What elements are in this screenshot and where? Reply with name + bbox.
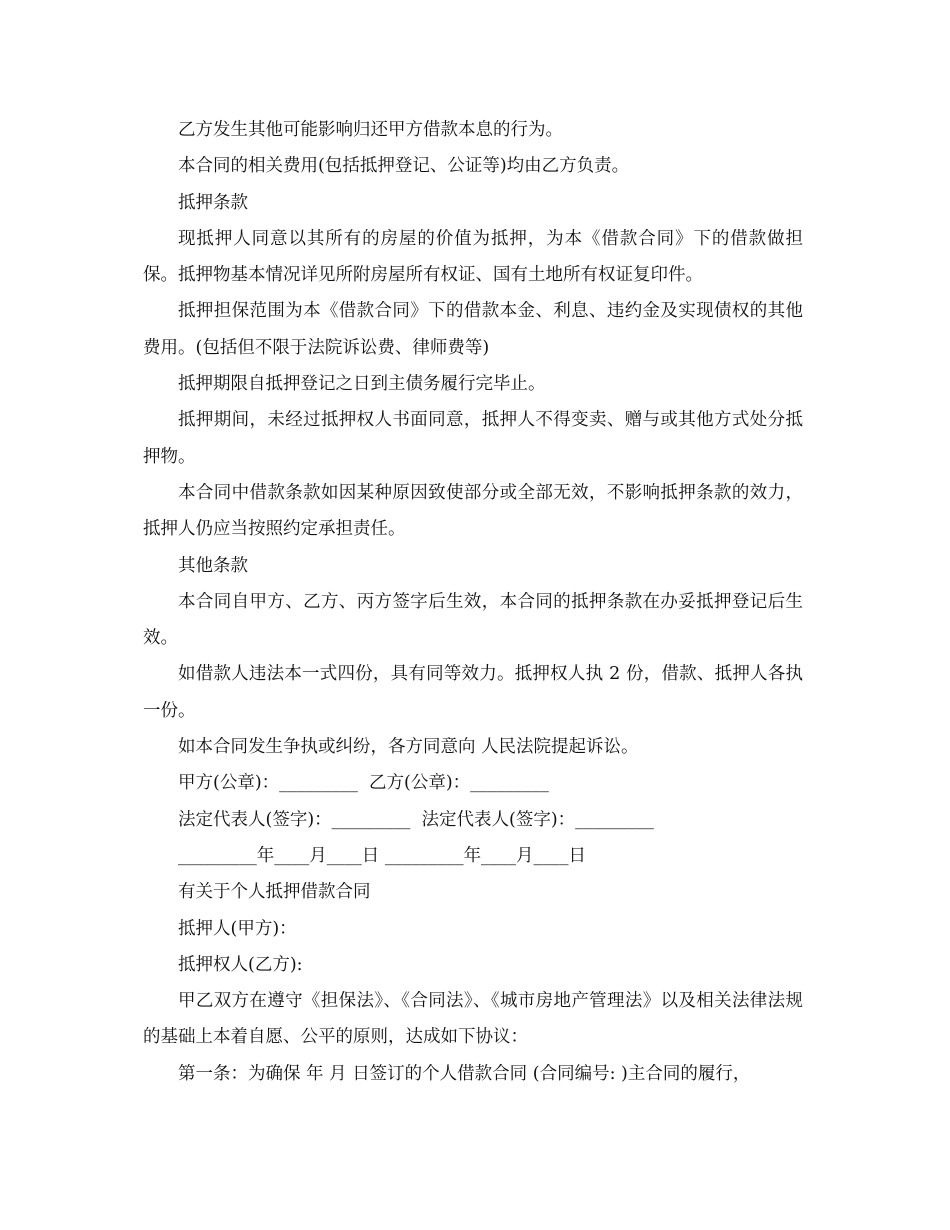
party-mortgagee: 抵押权人(乙方):: [178, 954, 303, 975]
party-mortgagor: 抵押人(甲方)：: [178, 918, 297, 939]
section-heading: 其他条款: [178, 555, 248, 576]
paragraph: 乙方发生其他可能影响归还甲方借款本息的行为。: [178, 120, 563, 140]
paragraph: 抵押担保范围为本《借款合同》下的借款本金、利息、违约金及实现债权的其他费用。(包括但不限于法院诉讼费、律师费等): [143, 301, 803, 358]
paragraph: 本合同中借款条款如因某种原因致使部分或全部无效，不影响抵押条款的效力，抵押人仍应当按照约定承担责任。: [143, 482, 803, 540]
paragraph: 如本合同发生争执或纠纷，各方同意向 人民法院提起诉讼。: [178, 737, 639, 758]
paragraph: 抵押期间，未经过抵押权人书面同意，抵押人不得变卖、赠与或其他方式处分抵押物。: [143, 410, 803, 467]
paragraph: 现抵押人同意以其所有的房屋的价值为抵押，为本《借款合同》下的借款做担保。抵押物基本情况详见所附房屋所有权证、国有土地所有权证复印件。: [143, 228, 803, 286]
document-body: [143, 112, 803, 1092]
paragraph: 本合同的相关费用(包括抵押登记、公证等)均由乙方负责。: [178, 156, 630, 177]
signature-line-seal: 甲方(公章)：_________ 乙方(公章)：_________: [178, 773, 549, 794]
paragraph: 如借款人违法本一式四份，具有同等效力。抵押权人执 2 份，借款、抵押人各执一份。: [143, 664, 803, 721]
contract-title: 有关于个人抵押借款合同: [178, 882, 371, 903]
signature-line-date: _________年____月____日 _________年____月____日: [178, 845, 587, 866]
paragraph: 本合同自甲方、乙方、丙方签字后生效，本合同的抵押条款在办妥抵押登记后生效。: [143, 591, 803, 649]
paragraph: 第一条：为确保 年 月 日签订的个人借款合同 (合同编号: )主合同的履行，: [178, 1063, 751, 1084]
paragraph: 抵押期限自抵押登记之日到主债务履行完毕止。: [178, 374, 546, 395]
signature-line-representative: 法定代表人(签字)：_________ 法定代表人(签字)：_________: [178, 809, 654, 830]
paragraph: 甲乙双方在遵守《担保法》、《合同法》、《城市房地产管理法》以及相关法律法规的基础上本着自愿、公平的原则，达成如下协议：: [143, 991, 803, 1048]
section-heading: 抵押条款: [178, 192, 248, 213]
